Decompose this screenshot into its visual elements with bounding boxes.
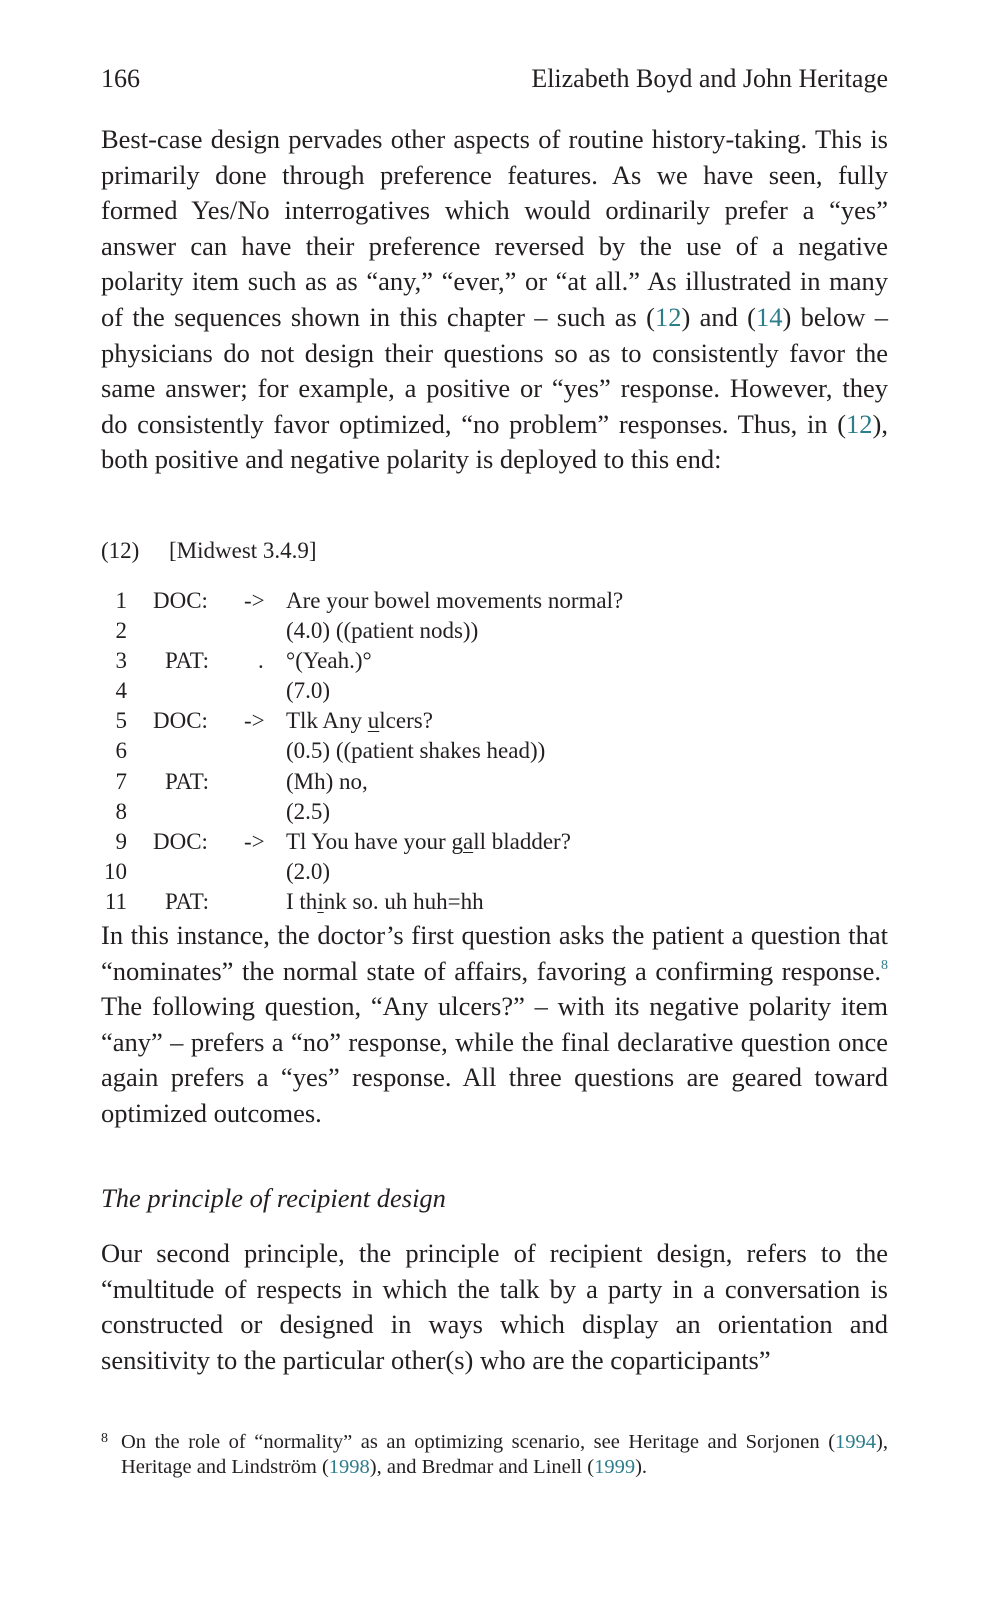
citation-year-link[interactable]: 1999: [594, 1456, 636, 1478]
speaker-label: DOC:: [153, 588, 208, 613]
utterance-text: (0.5) ((patient shakes head)): [286, 738, 546, 764]
transcript-line: [101, 618, 801, 648]
speaker-label: PAT:: [165, 768, 210, 794]
line-number: 11: [104, 888, 127, 914]
transcript-line: [101, 889, 801, 919]
example-source: [Midwest 3.4.9]: [169, 538, 317, 563]
target-arrow: .: [258, 648, 264, 674]
stressed-segment: u: [367, 708, 380, 734]
utterance-text: Tlk Any ulcers?: [286, 708, 433, 734]
transcript: [101, 588, 801, 919]
transcript-line: [101, 588, 801, 618]
transcript-line: [101, 708, 801, 738]
citation-year-link[interactable]: 1998: [328, 1456, 370, 1478]
utterance-text: Tl You have your gall bladder?: [286, 828, 571, 854]
line-number: 3: [115, 648, 127, 674]
utterance-text: (Mh) no,: [286, 768, 368, 794]
utterance-text: °(Yeah.)°: [286, 648, 372, 674]
utterance-text: (2.5): [286, 798, 331, 824]
transcript-line: [101, 648, 801, 678]
page-header: [101, 64, 888, 100]
target-arrow: ->: [244, 588, 265, 613]
transcript-line: [101, 769, 801, 799]
transcript-line: [101, 799, 801, 829]
footnote-mark: 8: [101, 1431, 108, 1446]
section-heading: The principle of recipient design: [101, 1183, 446, 1213]
transcript-line: [101, 738, 801, 768]
target-arrow: ->: [244, 708, 265, 734]
body-paragraph-3: Our second principle, the principle of recipient design, refers to the “multitude of respects in which the talk by a party in a conversation is constructed or designed in ways which display an orientation and sensitivity to the particular other(s) who are the coparticipants”: [101, 1238, 888, 1375]
footnote: [101, 1430, 888, 1480]
stressed-segment: ga: [451, 828, 474, 854]
speaker-label: PAT:: [165, 888, 210, 914]
body-paragraph-1: Best-case design pervades other aspects of routine history-taking. This is primarily done through preference features. As we have seen, fully formed Yes/No interrogatives which would ordinarily prefer a “yes” answer can have their preference reversed by the use of a negative polarity item such as as “any,” “ever,” or “at all.” As illustrated in many of the sequences shown in this chapter – such as (12) and (14) below – physicians do not design their questions so as to consistently favor the same answer; for example, a positive or “yes” response. However, they do consistently favor optimized, “no problem” responses. Thus, in (12), both positive and negative polarity is deployed to this end:: [101, 124, 889, 475]
transcript-line: [101, 678, 801, 708]
line-number: 7: [115, 768, 127, 794]
transcript-line: [101, 829, 801, 859]
example-number: (12): [101, 538, 140, 563]
footnote-text: On the role of “normality” as an optimizing scenario, see Heritage and Sorjonen (1994), Heritage and Lindström (1998), and Bredmar and Linell (1999).: [121, 1431, 888, 1478]
line-number: 5: [115, 708, 127, 734]
line-number: 2: [115, 618, 127, 644]
line-number: 6: [115, 738, 127, 764]
example-ref-link[interactable]: 14: [756, 301, 783, 332]
page-number: 166: [101, 64, 140, 93]
running-head: Elizabeth Boyd and John Heritage: [531, 64, 888, 93]
line-number: 1: [115, 588, 127, 613]
example-ref-link[interactable]: 12: [846, 408, 873, 439]
speaker-label: DOC:: [153, 708, 208, 734]
speaker-label: DOC:: [153, 828, 208, 854]
utterance-text: I think so. uh huh=hh: [286, 888, 484, 914]
footnote-ref-link[interactable]: 8: [881, 957, 888, 973]
target-arrow: ->: [244, 828, 265, 854]
line-number: 4: [115, 678, 127, 704]
example-ref-link[interactable]: 12: [654, 301, 682, 332]
utterance-text: Are your bowel movements normal?: [286, 588, 624, 613]
line-number: 10: [104, 858, 127, 884]
utterance-text: (2.0): [286, 858, 331, 884]
line-number: 9: [115, 828, 127, 854]
line-number: 8: [115, 798, 127, 824]
citation-year-link[interactable]: 1994: [835, 1431, 877, 1453]
utterance-text: (4.0) ((patient nods)): [286, 618, 479, 644]
stressed-segment: i: [317, 888, 324, 914]
utterance-text: (7.0): [286, 678, 331, 704]
body-paragraph-2: In this instance, the doctor’s first question asks the patient a question that “nominates” the normal state of affairs, favoring a confirming response.$^8$ The following question, “Any ulcers?” – with its negative polarity item “any” – prefers a “no” response, while the final declarative question once again prefers a “yes” response. All three questions are geared toward optimized outcomes.: [101, 920, 888, 1128]
transcript-line: [101, 859, 801, 889]
speaker-label: PAT:: [165, 648, 210, 674]
